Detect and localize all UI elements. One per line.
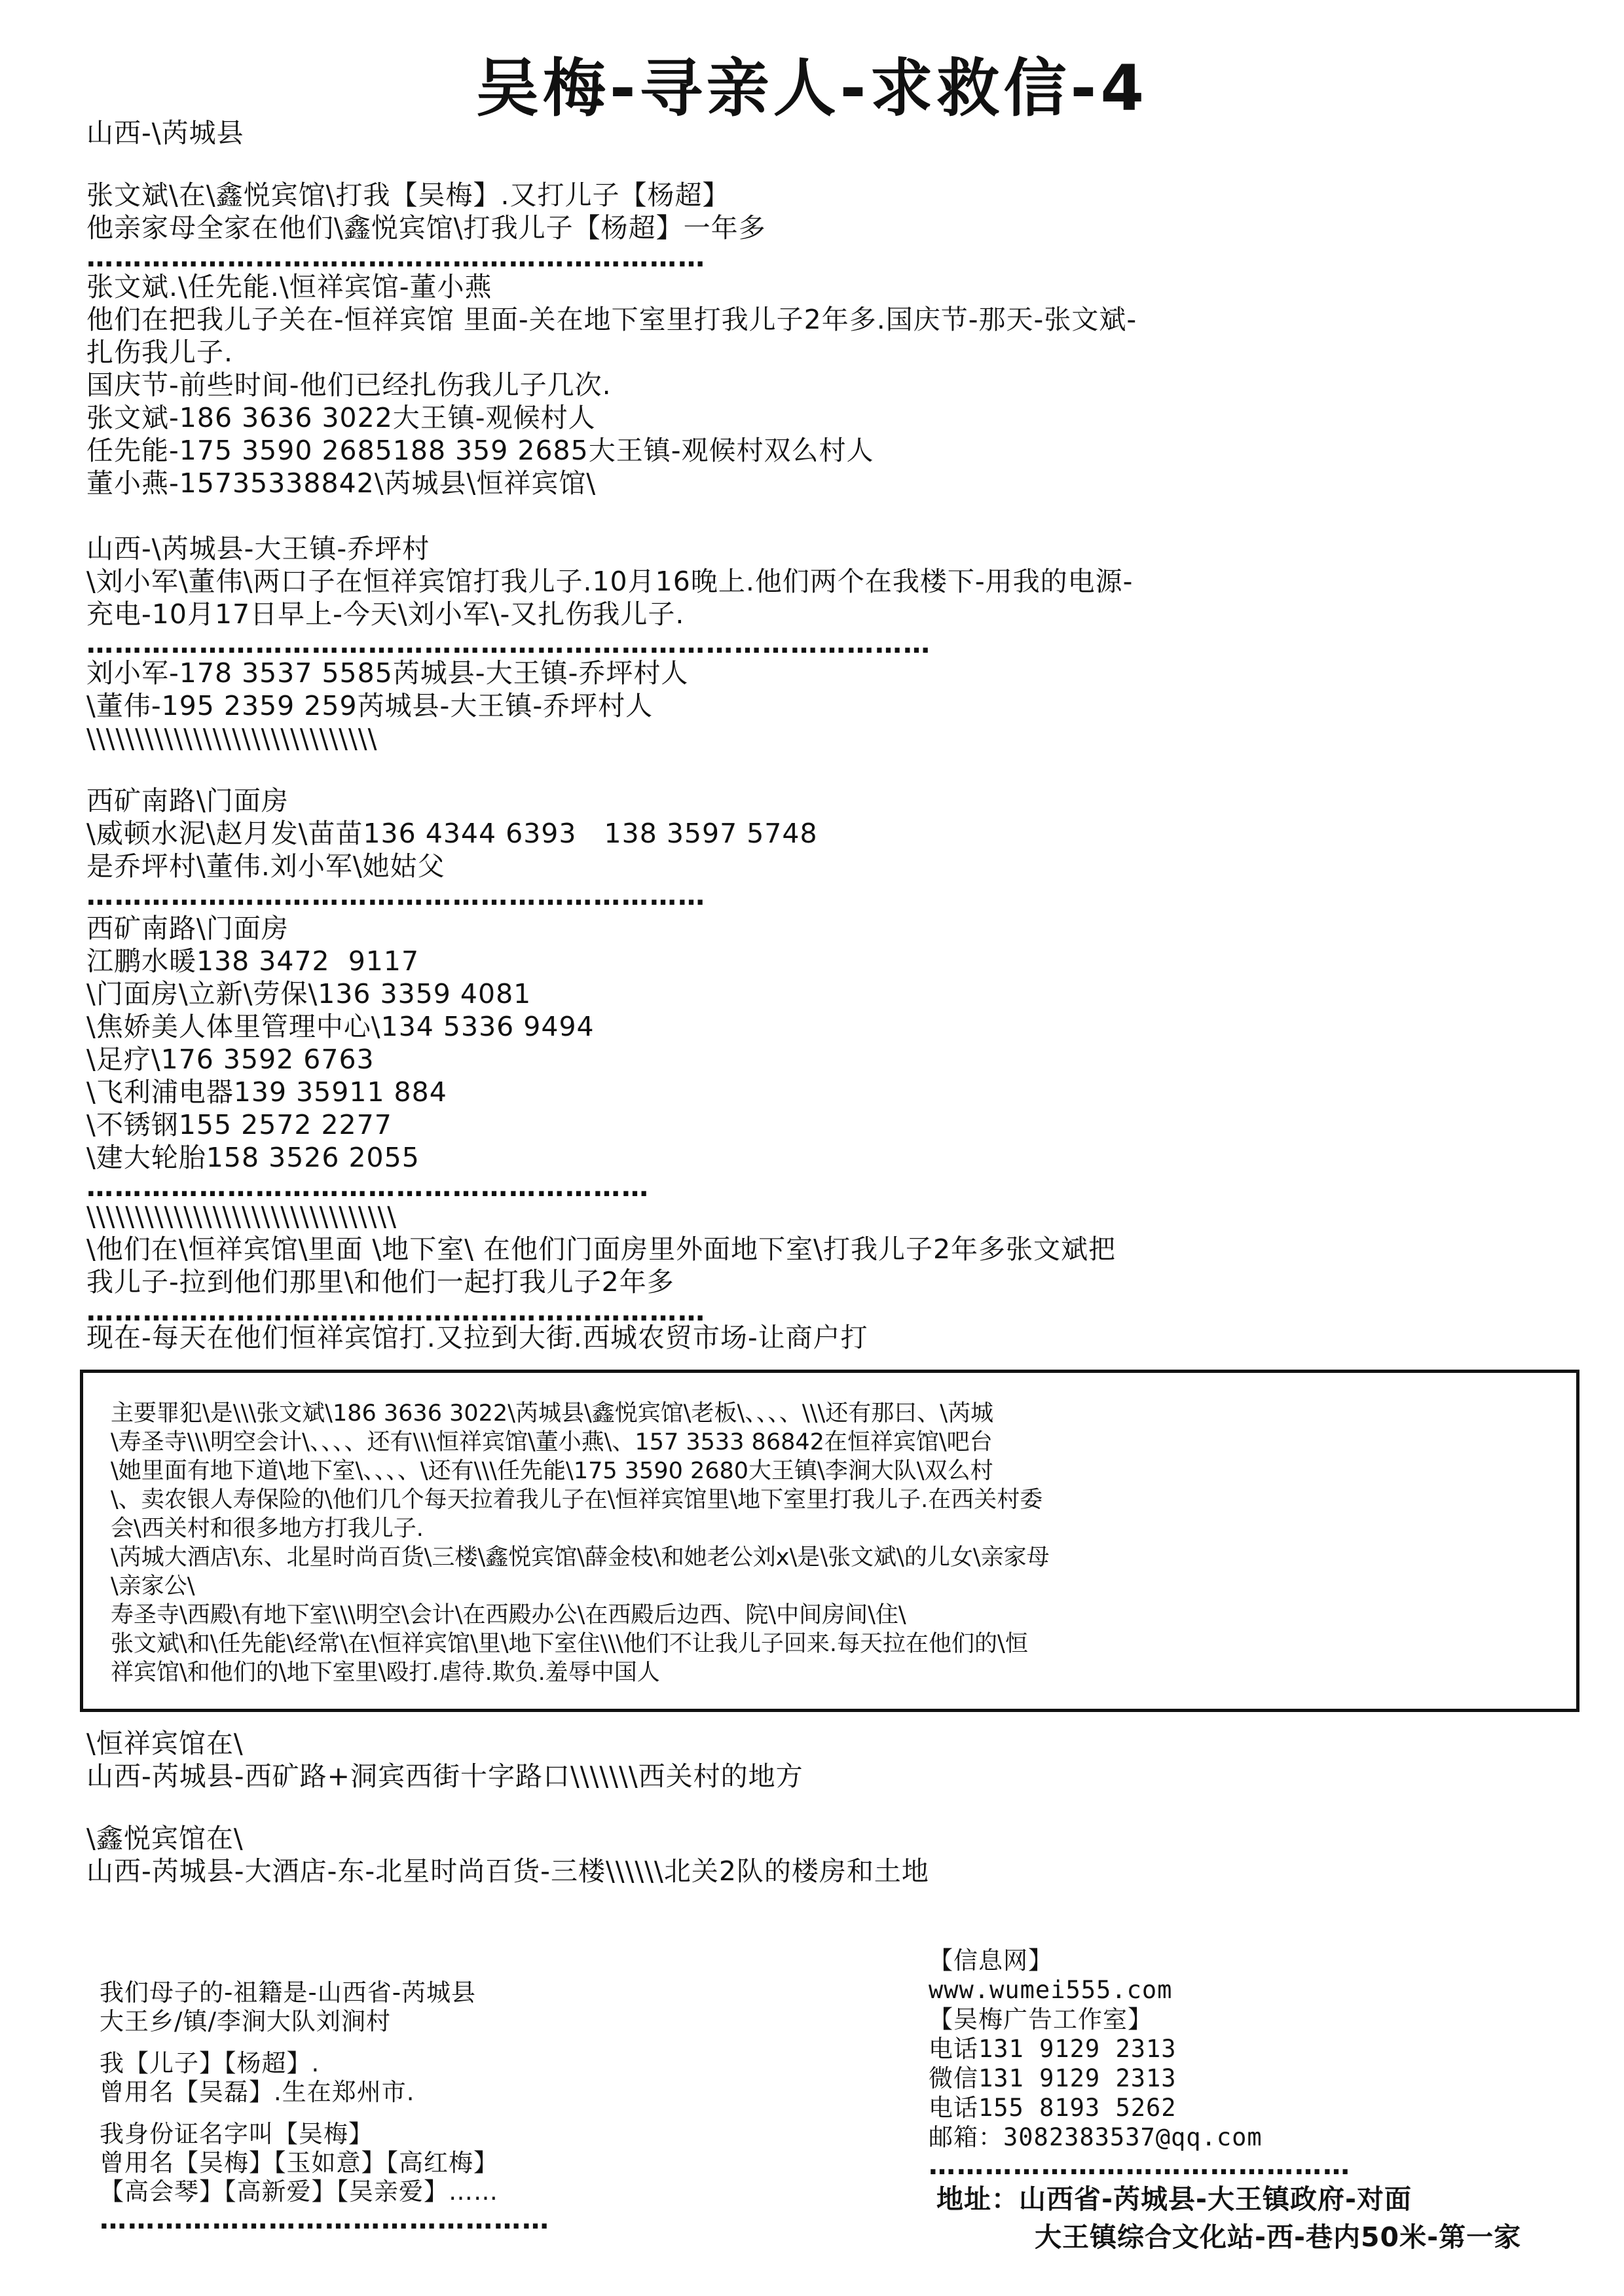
text-line: 山西-芮城县-西矿路+洞宾西街十字路口\\\\\\\西关村的地方: [86, 1760, 803, 1792]
dotted-divider: …………………………………………………………: [86, 242, 706, 273]
section-storefront-2: [86, 912, 1566, 1203]
text-line: \鑫悦宾馆在\: [86, 1823, 244, 1854]
box-text-line: 张文斌\和\任先能\经常\在\恒祥宾馆\里\地下室住\\\他们不让我儿子回来.每天拉在他们的\恒: [111, 1631, 1028, 1657]
text-line: 张文斌.\任先能.\恒祥宾馆-董小燕: [86, 271, 492, 302]
dotted-divider: …………………………………………: [100, 2204, 550, 2235]
text-line: \\\\\\\\\\\\\\\\\\\\\\\\\\\\\\\\: [86, 1201, 397, 1232]
text-line: 我身份证名字叫【吴梅】: [100, 2120, 373, 2148]
contact-info: [929, 1946, 1583, 2181]
text-line: 充电-10月17日早上-今天\刘小军\-又扎伤我儿子.: [86, 598, 685, 630]
text-line: 董小燕-15735338842\芮城县\恒祥宾馆\: [86, 467, 597, 499]
text-line: \飞利浦电器139 35911 884: [86, 1076, 447, 1108]
section-current: [86, 1321, 1566, 1354]
box-text-line: \亲家公\: [111, 1573, 195, 1599]
box-text-line: \、卖农银人寿保险的\他们几个每天拉着我儿子在\恒祥宾馆里\地下室里打我儿子.在西关村委: [111, 1487, 1043, 1513]
text-line: 扎伤我儿子.: [86, 337, 234, 368]
text-line: \焦娇美人体里管理中心\134 5336 9494: [86, 1011, 595, 1042]
text-line: 曾用名【吴磊】.生在郑州市.: [100, 2078, 415, 2106]
website-link[interactable]: www.wumei555.com: [929, 1976, 1173, 2004]
text-line: 他亲家母全家在他们\鑫悦宾馆\打我儿子【杨超】一年多: [86, 212, 766, 244]
text-line: \他们在\恒祥宾馆\里面 \地下室\ 在他们门面房里外面地下室\打我儿子2年多张文斌把: [86, 1233, 1116, 1265]
box-text-line: 会\西关村和很多地方打我儿子.: [111, 1516, 424, 1542]
text-line: 任先能-175 3590 2685188 359 2685大王镇-观候村双么村人: [86, 435, 874, 466]
page-title: 吴梅-寻亲人-求救信-4: [475, 52, 1149, 125]
address-block: [936, 2180, 1591, 2256]
text-line: 西矿南路\门面房: [86, 785, 289, 816]
text-line: \足疗\176 3592 6763: [86, 1044, 375, 1075]
text-line: 张文斌\在\鑫悦宾馆\打我【吴梅】.又打儿子【杨超】: [86, 179, 730, 211]
text-line: 【信息网】: [929, 1946, 1053, 1975]
text-line: 山西-\芮城县-大王镇-乔坪村: [86, 533, 430, 564]
dotted-divider: ……………………………………………………: [86, 1171, 650, 1203]
section-xinyue-hotel: [86, 179, 1566, 273]
text-line: 刘小军-178 3537 5585芮城县-大王镇-乔坪村人: [86, 657, 689, 689]
dotted-divider: …………………………………………………………: [86, 1296, 706, 1327]
email-address: 邮箱：3082383537@qq.com: [929, 2123, 1263, 2151]
main-criminals-box: [80, 1370, 1579, 1712]
address-line: 地址：山西省-芮城县-大王镇政府-对面: [936, 2183, 1412, 2215]
section-qiaoping-village: [86, 532, 1566, 657]
phone-number: 电话155 8193 5262: [929, 2094, 1177, 2122]
text-line: 【高会琴】【高新爱】【吴亲爱】……: [100, 2178, 498, 2206]
family-info: [100, 1978, 885, 2235]
text-line: \\\\\\\\\\\\\\\\\\\\\\\\\\\\\\: [86, 723, 378, 754]
text-line: \恒祥宾馆在\: [86, 1728, 244, 1759]
box-text-line: \寿圣寺\\\明空会计\、、、、还有\\\恒祥宾馆\董小燕\、157 3533 86842在恒祥宾馆\吧台: [111, 1429, 993, 1455]
text-line: \门面房\立新\劳保\136 3359 4081: [86, 978, 532, 1010]
box-text-line: 祥宾馆\和他们的\地下室里\殴打.虐待.欺负.羞辱中国人: [111, 1660, 660, 1686]
text-line: 【吴梅广告工作室】: [929, 2005, 1153, 2033]
dotted-divider: ………………………………………: [929, 2149, 1351, 2181]
section-hengxiang-hotel: [86, 270, 1566, 500]
text-line: 现在-每天在他们恒祥宾馆打.又拉到大街.西城农贸市场-让商户打: [86, 1322, 868, 1353]
section-basement: [86, 1200, 1566, 1327]
text-line: \威顿水泥\赵月发\苗苗136 4344 6393 138 3597 5748: [86, 818, 818, 849]
text-line: 曾用名【吴梅】【玉如意】【高红梅】: [100, 2149, 498, 2177]
box-text-line: \芮城大酒店\东、北星时尚百货\三楼\鑫悦宾馆\薛金枝\和她老公刘x\是\张文斌\的儿女\亲家母: [111, 1544, 1050, 1571]
wechat-number: 微信131 9129 2313: [929, 2064, 1177, 2092]
text-line: 我们母子的-祖籍是-山西省-芮城县: [100, 1978, 477, 2007]
dotted-divider: …………………………………………………………: [86, 880, 706, 911]
text-line: \不锈钢155 2572 2277: [86, 1109, 392, 1140]
box-text-line: 主要罪犯\是\\\张文斌\186 3636 3022\芮城县\鑫悦宾馆\老板\、、、、\\\还有那曰、\芮城: [111, 1400, 993, 1427]
hotel-location-hengxiang: [86, 1727, 1566, 1793]
text-line: \建大轮胎158 3526 2055: [86, 1142, 420, 1173]
text-line: 大王乡/镇/李涧大队刘涧村: [100, 2007, 391, 2035]
dotted-divider: ………………………………………………………………………………: [86, 628, 931, 659]
address-line: 大王镇综合文化站-西-巷内50米-第一家: [1035, 2221, 1522, 2253]
section-storefront-1: [86, 784, 1566, 909]
text-line: \董伟-195 2359 259芮城县-大王镇-乔坪村人: [86, 690, 654, 721]
text-line: 张文斌-186 3636 3022大王镇-观候村人: [86, 402, 596, 433]
text-line: 我【儿子】【杨超】.: [100, 2049, 320, 2077]
text-line: 山西-芮城县-大酒店-东-北星时尚百货-三楼\\\\\\北关2队的楼房和土地: [86, 1855, 929, 1887]
section-suspects-phones: [86, 657, 1566, 755]
box-text-line: 寿圣寺\西殿\有地下室\\\明空\会计\在西殿办公\在西殿后边西、院\中间房间\住\: [111, 1602, 906, 1628]
section-location-header: [86, 117, 1566, 149]
text-line: 是乔坪村\董伟.刘小军\她姑父: [86, 850, 445, 882]
phone-number: 电话131 9129 2313: [929, 2035, 1177, 2063]
text-line: 西矿南路\门面房: [86, 913, 289, 944]
text-line: 我儿子-拉到他们那里\和他们一起打我儿子2年多: [86, 1266, 674, 1298]
text-line: 山西-\芮城县: [86, 117, 244, 149]
text-line: 江鹏水暖138 3472 9117: [86, 945, 420, 977]
text-line: 他们在把我儿子关在-恒祥宾馆 里面-关在地下室里打我儿子2年多.国庆节-那天-张文斌-: [86, 304, 1137, 335]
text-line: \刘小军\董伟\两口子在恒祥宾馆打我儿子.10月16晚上.他们两个在我楼下-用我的电源-: [86, 566, 1134, 597]
hotel-location-xinyue: [86, 1822, 1566, 1887]
box-text-line: \她里面有地下道\地下室\、、、、\还有\\\任先能\175 3590 2680大王镇\李涧大队\双么村: [111, 1458, 993, 1484]
text-line: 国庆节-前些时间-他们已经扎伤我儿子几次.: [86, 369, 612, 401]
